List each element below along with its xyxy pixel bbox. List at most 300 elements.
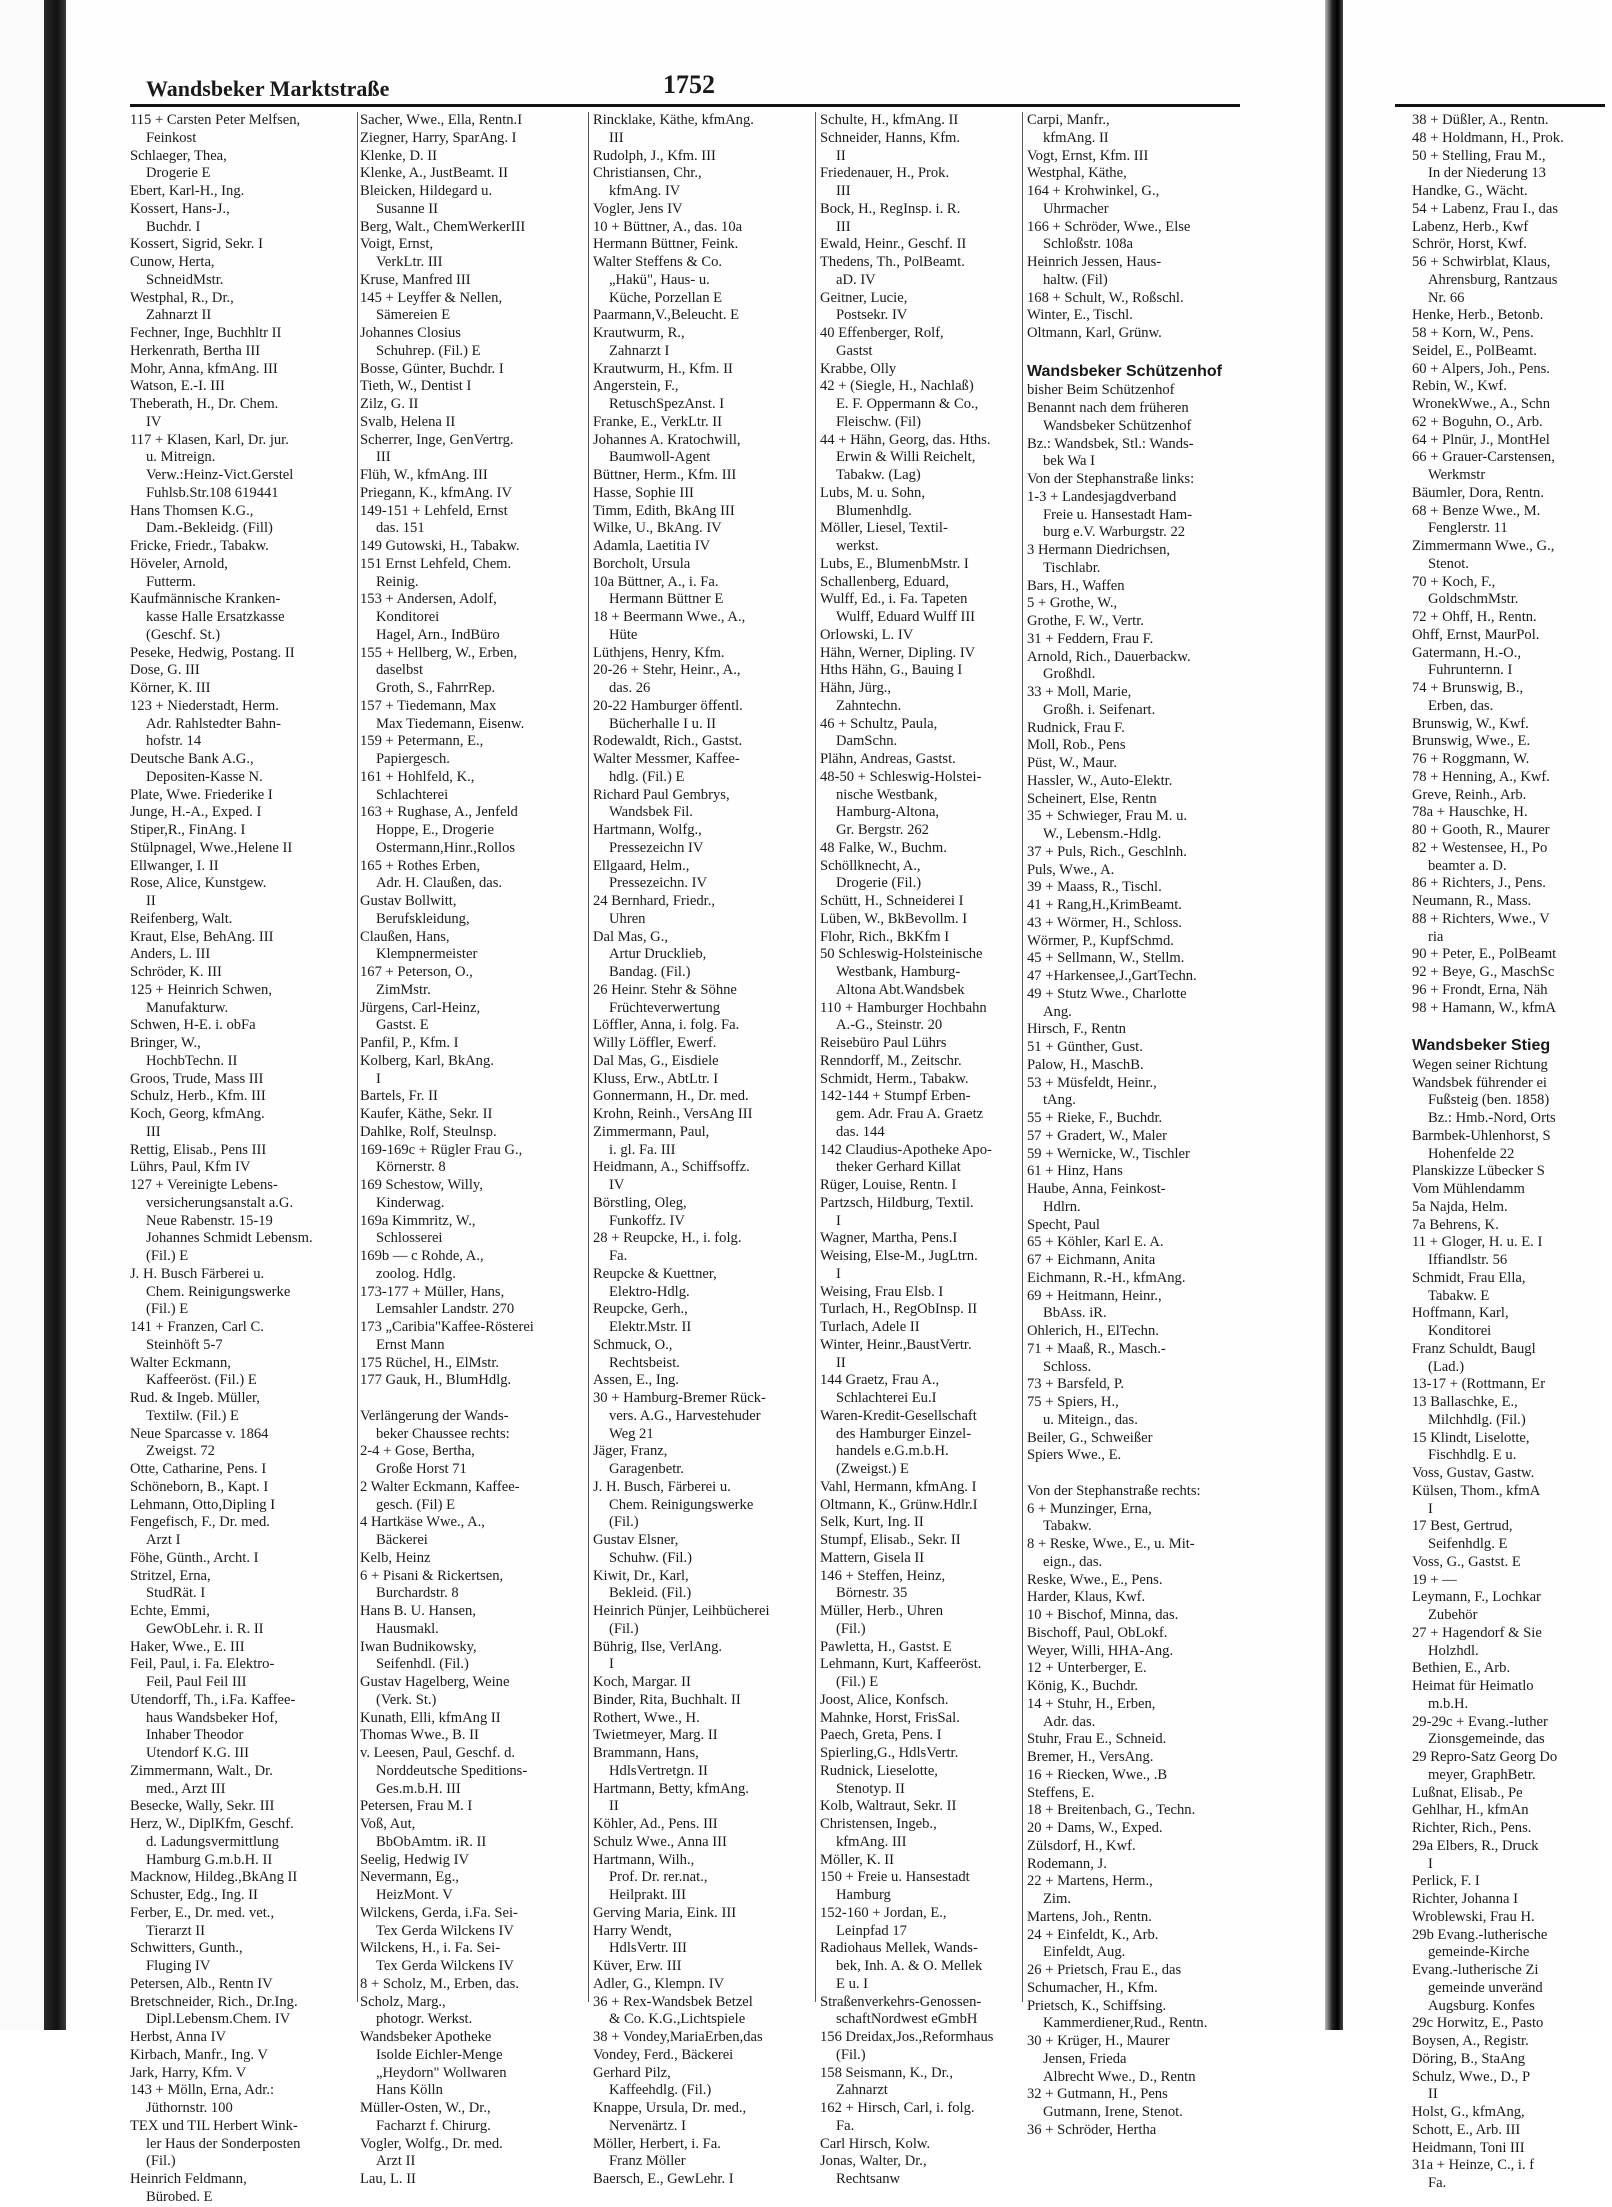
directory-entry: Adler, G., Klempn. IV xyxy=(593,1975,725,1992)
directory-entry: Büttner, Herm., Kfm. III xyxy=(593,467,737,483)
directory-entry: Vogler, Wolfg., Dr. med. xyxy=(360,2135,503,2152)
directory-entry: Textilw. (Fil.) E xyxy=(146,1407,239,1424)
directory-entry: Tex Gerda Wilckens IV xyxy=(376,1922,514,1939)
directory-entry: eign., das. xyxy=(1043,1553,1103,1570)
directory-entry: 2-4 + Gose, Bertha, xyxy=(360,1443,475,1460)
directory-entry: Kruse, Manfred III xyxy=(360,271,471,288)
directory-entry: Neue Sparcasse v. 1864 xyxy=(130,1425,269,1442)
directory-entry: Krabbe, Olly xyxy=(820,360,897,377)
directory-entry: TEX und TIL Herbert Wink- xyxy=(130,2117,298,2134)
directory-entry: 45 + Sellmann, W., Stellm. xyxy=(1027,950,1185,967)
directory-entry: Jonas, Walter, Dr., xyxy=(820,2153,927,2170)
directory-entry: Krohn, Reinh., VersAng III xyxy=(593,1106,753,1122)
directory-entry: Hagel, Arn., IndBüro xyxy=(376,626,500,643)
directory-entry: Adamla, Laetitia IV xyxy=(593,538,711,554)
directory-entry: Jürgens, Carl-Heinz, xyxy=(360,999,481,1016)
directory-entry: Bethien, E., Arb. xyxy=(1412,1660,1511,1677)
directory-entry: Jäger, Franz, xyxy=(593,1443,668,1460)
directory-entry: Radiohaus Mellek, Wands- xyxy=(820,1940,978,1957)
directory-entry: Flüh, W., kfmAng. III xyxy=(360,467,488,483)
directory-entry: Möller, Liesel, Textil- xyxy=(820,520,948,537)
directory-entry: Püst, W., Maur. xyxy=(1027,755,1118,771)
directory-entry: Paarmann,V.,Beleucht. E xyxy=(593,307,740,324)
directory-entry: Max Tiedemann, Eisenw. xyxy=(376,715,525,732)
directory-entry: Friedenauer, H., Prok. xyxy=(820,165,950,182)
directory-entry: II xyxy=(836,147,846,164)
directory-entry: Schrör, Horst, Kwf. xyxy=(1412,236,1527,253)
directory-entry: Schöllknecht, A., xyxy=(820,857,921,874)
directory-entry: Reifenberg, Walt. xyxy=(130,910,233,927)
directory-entry: Arnold, Rich., Dauerbackw. xyxy=(1027,648,1191,665)
directory-entry: Plähn, Andreas, Gastst. xyxy=(820,751,956,767)
directory-entry: Tierarzt II xyxy=(146,1922,206,1939)
directory-entry: Wandsbeker Schützenhof xyxy=(1043,417,1192,434)
directory-entry: Schmidt, Frau Ella, xyxy=(1412,1269,1526,1286)
directory-entry: Kaffeeröst. (Fil.) E xyxy=(146,1372,257,1389)
directory-entry: Bars, H., Waffen xyxy=(1027,577,1125,594)
directory-entry: Chem. Reinigungswerke xyxy=(146,1283,291,1300)
directory-entry: Bz.: Wandsbek, Stl.: Wands- xyxy=(1027,435,1194,452)
directory-entry: Watson, E.-I. III xyxy=(130,378,225,395)
directory-entry: Küche, Porzellan E xyxy=(609,289,723,306)
directory-entry: Handke, G., Wächt. xyxy=(1412,183,1528,199)
directory-entry: Voss, G., Gastst. E xyxy=(1412,1553,1521,1570)
directory-entry: HdlsVertr. III xyxy=(609,1940,687,1957)
directory-entry: Timm, Edith, BkAng III xyxy=(593,502,735,519)
directory-entry: Moll, Rob., Pens xyxy=(1027,737,1126,754)
directory-entry: Rettig, Elisab., Pens III xyxy=(130,1141,267,1158)
directory-entry: 156 Dreidax,Jos.,Reformhaus xyxy=(820,2029,994,2045)
directory-entry: Hermann Büttner E xyxy=(609,591,724,608)
directory-entry: Nr. 66 xyxy=(1428,289,1465,306)
directory-entry: Oltmann, Karl, Grünw. xyxy=(1027,325,1162,341)
directory-entry: Richter, Rich., Pens. xyxy=(1412,1820,1532,1836)
directory-entry: 69 + Heitmann, Heinr., xyxy=(1027,1287,1162,1304)
directory-entry: III xyxy=(609,129,624,146)
directory-entry: 3 Hermann Diedrichsen, xyxy=(1027,542,1171,558)
directory-entry: 164 + Krohwinkel, G., xyxy=(1027,183,1160,199)
directory-entry: Lemsahler Landstr. 270 xyxy=(376,1301,515,1318)
directory-entry: 31a + Heinze, C., i. f xyxy=(1412,2157,1535,2174)
directory-entry: Baumwoll-Agent xyxy=(609,449,711,466)
directory-entry: VerkLtr. III xyxy=(376,254,443,270)
directory-entry: Feil, Paul Feil III xyxy=(146,1674,247,1690)
directory-entry: Kaufmännische Kranken- xyxy=(130,591,281,608)
directory-column-4 xyxy=(820,112,1020,2187)
directory-entry: 28 + Reupcke, H., i. folg. xyxy=(593,1230,742,1247)
directory-entry: Papiergesch. xyxy=(376,751,450,767)
directory-entry: 13 Ballaschke, E., xyxy=(1412,1394,1518,1410)
street-heading: Wandsbeker Marktstraße xyxy=(146,76,390,101)
directory-entry: 13-17 + (Rottmann, Er xyxy=(1412,1376,1546,1393)
directory-entry: Hoppe, E., Drogerie xyxy=(376,822,494,838)
spacer xyxy=(1027,1465,1242,1483)
directory-entry: Schütt, H., Schneiderei I xyxy=(820,893,964,909)
directory-entry: Wilckens, H., i. Fa. Sei- xyxy=(360,1940,501,1957)
directory-entry: Feinkost xyxy=(146,129,197,146)
directory-entry: 40 Effenberger, Rolf, xyxy=(820,325,944,341)
directory-entry: Fa. xyxy=(1428,2175,1447,2191)
directory-entry: Köhler, Ad., Pens. III xyxy=(593,1816,718,1832)
directory-entry: Ges.m.b.H. III xyxy=(376,1780,461,1797)
directory-entry: Pressezeichn. IV xyxy=(609,875,708,892)
directory-entry: 153 + Andersen, Adolf, xyxy=(360,591,497,608)
directory-entry: Döring, B., StaAng xyxy=(1412,2050,1526,2067)
directory-entry: Rodewaldt, Rich., Gastst. xyxy=(593,733,743,750)
directory-entry: Freie u. Hansestadt Ham- xyxy=(1043,506,1193,523)
directory-entry: Heilprakt. III xyxy=(609,1887,686,1903)
directory-entry: Müller, Herb., Uhren xyxy=(820,1603,944,1619)
directory-entry: gemeinde unveränd xyxy=(1428,1979,1543,1996)
directory-entry: Gustav Hagelberg, Weine xyxy=(360,1674,510,1690)
directory-entry: Schlaeger, Thea, xyxy=(130,147,227,164)
directory-entry: 161 + Hohlfeld, K., xyxy=(360,768,475,785)
directory-entry: 6 + Munzinger, Erna, xyxy=(1027,1500,1152,1517)
directory-entry: W., Lebensm.-Hdlg. xyxy=(1043,826,1162,842)
directory-entry: Baersch, E., GewLehr. I xyxy=(593,2171,734,2187)
directory-entry: Wroblewski, Frau H. xyxy=(1412,1908,1535,1925)
directory-entry: Heinrich Pünjer, Leihbücherei xyxy=(593,1603,770,1619)
directory-entry: Angerstein, F., xyxy=(593,378,679,395)
directory-entry: 78 + Henning, A., Kwf. xyxy=(1412,768,1550,785)
directory-entry: Börnestr. 35 xyxy=(836,1585,908,1602)
directory-entry: Wulff, Eduard Wulff III xyxy=(836,609,976,625)
directory-entry: Otte, Catharine, Pens. I xyxy=(130,1461,267,1477)
directory-entry: Zahnarzt I xyxy=(609,342,670,359)
directory-entry: 82 + Westensee, H., Po xyxy=(1412,839,1548,856)
directory-entry: Dam.-Bekleidg. (Fill) xyxy=(146,520,273,537)
directory-entry: Dal Mas, G., Eisdiele xyxy=(593,1052,719,1069)
directory-entry: 46 + Schultz, Paula, xyxy=(820,715,938,732)
directory-entry: Fluging IV xyxy=(146,1958,211,1974)
directory-entry: Stenot. xyxy=(1428,555,1469,572)
directory-entry: (Fil.) E xyxy=(146,1248,189,1264)
directory-entry: Ostermann,Hinr.,Rollos xyxy=(376,839,516,856)
directory-entry: Geitner, Lucie, xyxy=(820,289,908,306)
directory-entry: 146 + Steffen, Heinz, xyxy=(820,1567,946,1584)
directory-entry: 2 Walter Eckmann, Kaffee- xyxy=(360,1478,520,1495)
directory-entry: Wandsbeker Apotheke xyxy=(360,2029,492,2045)
directory-entry: Scholz, Marg., xyxy=(360,1993,446,2010)
directory-entry: 49 + Stutz Wwe., Charlotte xyxy=(1027,985,1187,1002)
header-rule-right xyxy=(1395,104,1605,107)
directory-entry: Labenz, Herb., Kwf xyxy=(1412,218,1529,235)
directory-entry: Fricke, Friedr., Tabakw. xyxy=(130,538,269,554)
directory-entry: Arzt II xyxy=(376,2153,416,2170)
directory-entry: 142-144 + Stumpf Erben- xyxy=(820,1088,971,1105)
directory-entry: Richard Paul Gembrys, xyxy=(593,786,730,803)
directory-entry: 29b Evang.-lutherische xyxy=(1412,1926,1548,1943)
directory-entry: Reupcke & Kuettner, xyxy=(593,1265,717,1282)
directory-entry: Stuhr, Frau E., Schneid. xyxy=(1027,1731,1167,1748)
directory-entry: das. 151 xyxy=(376,520,425,537)
directory-entry: Milchhdlg. (Fil.) xyxy=(1428,1411,1526,1428)
directory-entry: Föhe, Günth., Archt. I xyxy=(130,1549,259,1566)
directory-entry: Hans Thomsen K.G., xyxy=(130,502,254,519)
directory-entry: Herkenrath, Bertha III xyxy=(130,342,261,359)
directory-entry: Adr. H. Claußen, das. xyxy=(376,875,503,892)
directory-entry: Weyer, Willi, HHA-Ang. xyxy=(1027,1642,1174,1659)
directory-entry: 125 + Heinrich Schwen, xyxy=(130,981,272,998)
directory-entry: Zionsgemeinde, das xyxy=(1428,1731,1545,1748)
directory-column-1 xyxy=(130,112,356,2205)
directory-entry: (Fil.) xyxy=(609,1620,639,1637)
directory-entry: Rudnick, Frau F. xyxy=(1027,719,1125,736)
directory-entry: Benannt nach dem früheren xyxy=(1027,400,1189,416)
directory-entry: Rose, Alice, Kunstgew. xyxy=(130,875,267,892)
directory-entry: 36 + Rex-Wandsbek Betzel xyxy=(593,1993,753,2010)
directory-entry: u. Mitreign. xyxy=(146,449,216,466)
directory-entry: Rudnick, Lieselotte, xyxy=(820,1762,938,1779)
directory-entry: Wandsbek Fil. xyxy=(609,804,693,821)
directory-entry: 48-50 + Schleswig-Holstei- xyxy=(820,768,982,785)
directory-entry: Barmbek-Uhlenhorst, S xyxy=(1412,1127,1551,1144)
directory-entry: Leinpfad 17 xyxy=(836,1922,907,1939)
section-heading: Wandsbeker Stieg xyxy=(1412,1037,1551,1054)
directory-entry: 144 Graetz, Frau A., xyxy=(820,1372,940,1389)
directory-entry: Reupcke, Gerh., xyxy=(593,1301,688,1318)
directory-entry: J. H. Busch Färberei u. xyxy=(130,1265,265,1282)
directory-entry: Turlach, Adele II xyxy=(820,1319,920,1335)
directory-entry: kfmAng. IV xyxy=(609,183,681,199)
page-margin-left xyxy=(0,0,44,2177)
directory-entry: HochbTechn. II xyxy=(146,1052,238,1069)
directory-entry: Beiler, G., Schweißer xyxy=(1027,1429,1153,1446)
directory-entry: Schlachterei xyxy=(376,786,449,803)
directory-entry: Hasse, Sophie III xyxy=(593,484,694,501)
directory-entry: Haube, Anna, Feinkost- xyxy=(1027,1181,1166,1197)
directory-entry: Voss, Gustav, Gastw. xyxy=(1412,1465,1535,1481)
directory-entry: 65 + Köhler, Karl E. A. xyxy=(1027,1234,1164,1251)
directory-entry: 33 + Moll, Marie, xyxy=(1027,684,1132,700)
directory-entry: Kraut, Else, BehAng. III xyxy=(130,928,274,945)
directory-entry: Kluss, Erw., AbtLtr. I xyxy=(593,1070,719,1087)
directory-entry: 64 + Plnür, J., MontHel xyxy=(1412,431,1550,448)
directory-entry: Walter Messmer, Kaffee- xyxy=(593,751,740,767)
directory-entry: hdlg. (Fil.) E xyxy=(609,768,685,785)
directory-entry: Depositen-Kasse N. xyxy=(146,768,263,785)
directory-column-3 xyxy=(593,112,813,2187)
spacer xyxy=(1412,1017,1612,1035)
spacer xyxy=(1027,343,1242,361)
directory-entry: Hermann Büttner, Feink. xyxy=(593,236,739,253)
directory-entry: 158 Seismann, K., Dr., xyxy=(820,2064,953,2081)
directory-entry: Henke, Herb., Betonb. xyxy=(1412,307,1544,324)
directory-entry: daselbst xyxy=(376,662,424,679)
directory-entry: Kolberg, Karl, BkAng. xyxy=(360,1052,494,1069)
directory-entry: Vogler, Jens IV xyxy=(593,200,683,217)
directory-entry: Herz, W., DiplKfm, Geschf. xyxy=(130,1816,294,1832)
directory-entry: Ang. xyxy=(1043,1003,1072,1020)
directory-entry: Mahnke, Horst, FrisSal. xyxy=(820,1709,960,1726)
directory-entry: Gonnermann, H., Dr. med. xyxy=(593,1088,749,1105)
directory-entry: 66 + Grauer-Carstensen, xyxy=(1412,449,1555,466)
directory-entry: 141 + Franzen, Carl C. xyxy=(130,1319,264,1335)
directory-entry: schaftNordwest eGmbH xyxy=(836,2011,978,2028)
directory-entry: 71 + Maaß, R., Masch.- xyxy=(1027,1340,1166,1357)
directory-entry: Schumacher, H., Kfm. xyxy=(1027,1979,1158,1996)
directory-entry: Burchardstr. 8 xyxy=(376,1585,459,1602)
directory-entry: Schneider, Hanns, Kfm. xyxy=(820,129,961,146)
directory-entry: 29-29c + Evang.-luther xyxy=(1412,1713,1548,1730)
directory-entry: Schulte, H., kfmAng. II xyxy=(820,112,959,128)
directory-entry: Christensen, Ingeb., xyxy=(820,1816,937,1832)
directory-entry: Körner, K. III xyxy=(130,680,211,696)
directory-entry: Brunswig, W., Kwf. xyxy=(1412,715,1529,732)
directory-entry: Rud. & Ingeb. Müller, xyxy=(130,1390,260,1406)
directory-entry: „Heydorn" Wollwaren xyxy=(376,2064,507,2081)
directory-entry: Lußnat, Elisab., Pe xyxy=(1412,1784,1523,1801)
directory-entry: Lührs, Paul, Kfm IV xyxy=(130,1159,251,1176)
directory-entry: Leymann, F., Lochkar xyxy=(1412,1589,1541,1606)
directory-entry: Hamburg xyxy=(836,1887,891,1903)
directory-entry: Christiansen, Chr., xyxy=(593,165,702,182)
directory-entry: Borcholt, Ursula xyxy=(593,555,691,572)
directory-entry: Claußen, Hans, xyxy=(360,928,450,945)
directory-entry: A.-G., Steinstr. 20 xyxy=(836,1017,943,1034)
directory-entry: Willy Löffler, Ewerf. xyxy=(593,1035,717,1051)
directory-entry: Hähn, Jürg., xyxy=(820,680,892,696)
directory-entry: Fa. xyxy=(836,2117,855,2134)
directory-entry: König, K., Buchdr. xyxy=(1027,1678,1139,1694)
directory-entry: 127 + Vereinigte Lebens- xyxy=(130,1177,278,1193)
directory-entry: Ahrensburg, Rantzaus xyxy=(1428,271,1558,288)
directory-entry: Heinrich Jessen, Haus- xyxy=(1027,254,1162,270)
directory-entry: Küver, Erw. III xyxy=(593,1958,682,1974)
directory-entry: 167 + Peterson, O., xyxy=(360,964,473,980)
directory-entry: beker Chaussee rechts: xyxy=(376,1425,510,1442)
directory-entry: 168 + Schult, W., Roßschl. xyxy=(1027,289,1184,306)
directory-entry: Peseke, Hedwig, Postang. II xyxy=(130,644,295,661)
directory-entry: 50 + Stelling, Frau M., xyxy=(1412,147,1546,164)
directory-entry: gesch. (Fil) E xyxy=(376,1496,456,1513)
directory-entry: Selk, Kurt, Ing. II xyxy=(820,1514,924,1531)
directory-entry: Lüben, W., BkBevollm. I xyxy=(820,910,968,927)
directory-entry: Holst, G., kfmAng, xyxy=(1412,2104,1525,2120)
directory-entry: Koch, Georg, kfmAng. xyxy=(130,1106,265,1122)
directory-entry: (Fil.) xyxy=(146,2153,176,2170)
directory-entry: Hdlrn. xyxy=(1043,1198,1081,1215)
directory-entry: Hartmann, Betty, kfmAng. xyxy=(593,1780,749,1797)
directory-entry: med., Arzt III xyxy=(146,1780,226,1797)
directory-entry: Knappe, Ursula, Dr. med., xyxy=(593,2100,747,2116)
directory-entry: 173 „Caribia"Kaffee-Rösterei xyxy=(360,1319,534,1335)
directory-entry: Zimmermann, Paul, xyxy=(593,1123,710,1140)
column-divider xyxy=(1022,112,1023,2002)
directory-entry: 175 Rüchel, H., ElMstr. xyxy=(360,1354,500,1371)
directory-entry: Stiper,R., FinAng. I xyxy=(130,822,246,838)
directory-entry: Hausmakl. xyxy=(376,1620,439,1637)
directory-entry: Rodemann, J. xyxy=(1027,1855,1107,1872)
directory-entry: 29a Elbers, R., Druck xyxy=(1412,1837,1539,1854)
spacer xyxy=(360,1390,585,1408)
directory-entry: meyer, GraphBetr. xyxy=(1428,1766,1536,1783)
directory-entry: GoldschmMstr. xyxy=(1428,591,1519,608)
directory-entry: Börstling, Oleg, xyxy=(593,1194,687,1211)
directory-entry: Utendorff, Th., i.Fa. Kaffee- xyxy=(130,1691,296,1708)
directory-entry: 166 + Schröder, Wwe., Else xyxy=(1027,218,1191,235)
directory-entry: Carl Hirsch, Kolw. xyxy=(820,2135,931,2152)
directory-entry: Iwan Budnikowsky, xyxy=(360,1638,477,1655)
directory-entry: 58 + Korn, W., Pens. xyxy=(1412,325,1534,341)
directory-entry: Norddeutsche Speditions- xyxy=(376,1762,528,1779)
directory-entry: (Fil.) E xyxy=(146,1301,189,1318)
directory-entry: Seifenhdl. (Fil.) xyxy=(376,1656,469,1673)
directory-entry: 54 + Labenz, Frau I., das xyxy=(1412,200,1559,217)
directory-entry: Vogt, Ernst, Kfm. III xyxy=(1027,147,1149,164)
directory-entry: Thedens, Th., PolBeamt. xyxy=(820,254,965,270)
directory-entry: 38 + Vondey,MariaErben,das xyxy=(593,2029,763,2045)
directory-entry: Zahnarzt xyxy=(836,2082,888,2099)
directory-entry: Möller, K. II xyxy=(820,1851,894,1868)
directory-entry: Zimmermann Wwe., G., xyxy=(1412,538,1555,554)
directory-entry: versicherungsanstalt a.G. xyxy=(146,1194,294,1211)
directory-entry: Wulff, Ed., i. Fa. Tapeten xyxy=(820,591,968,608)
directory-entry: Richter, Johanna I xyxy=(1412,1891,1518,1907)
directory-entry: Planskizze Lübecker S xyxy=(1412,1163,1545,1180)
directory-entry: Reisebüro Paul Lührs xyxy=(820,1035,947,1051)
directory-entry: Wagner, Martha, Pens.I xyxy=(820,1230,958,1247)
directory-entry: Hirsch, F., Rentn xyxy=(1027,1021,1126,1038)
directory-entry: Nervenärtz. I xyxy=(609,2117,686,2134)
directory-entry: GewObLehr. i. R. II xyxy=(146,1620,264,1637)
directory-entry: Konditorei xyxy=(1428,1323,1492,1339)
directory-entry: Blumenhdlg. xyxy=(836,502,912,519)
directory-entry: 56 + Schwirblat, Klaus, xyxy=(1412,254,1551,270)
directory-entry: Reske, Wwe., E., Pens. xyxy=(1027,1571,1163,1588)
directory-entry: Zülsdorf, H., Kwf. xyxy=(1027,1837,1136,1854)
column-divider xyxy=(588,112,589,2002)
directory-entry: Großhdl. xyxy=(1043,666,1096,683)
directory-entry: Bandag. (Fil.) xyxy=(609,964,691,980)
directory-entry: Schöneborn, B., Kapt. I xyxy=(130,1478,269,1495)
directory-entry: 61 + Hinz, Hans xyxy=(1027,1163,1123,1180)
directory-entry: Schloßstr. 108a xyxy=(1043,236,1133,253)
directory-entry: Erben, das. xyxy=(1428,697,1494,714)
directory-entry: II xyxy=(836,1354,846,1371)
directory-entry: 43 + Wörmer, H., Schloss. xyxy=(1027,914,1182,931)
directory-entry: Rebin, W., Kwf. xyxy=(1412,378,1507,395)
directory-entry: Rüger, Louise, Rentn. I xyxy=(820,1177,957,1193)
directory-entry: Pawletta, H., Gastst. E xyxy=(820,1638,952,1655)
directory-entry: 42 + (Siegle, H., Nachlaß) xyxy=(820,378,974,395)
directory-entry: 5 + Grothe, W., xyxy=(1027,595,1118,612)
directory-entry: Altona Abt.Wandsbek xyxy=(836,981,965,998)
directory-entry: Westbank, Hamburg- xyxy=(836,964,961,980)
directory-entry: i. gl. Fa. III xyxy=(609,1141,676,1158)
directory-entry: Drogerie E xyxy=(146,165,211,182)
directory-entry: Rothert, Wwe., H. xyxy=(593,1709,700,1726)
directory-entry: Krautwurm, R., xyxy=(593,325,685,341)
directory-entry: 1-3 + Landesjagdverband xyxy=(1027,488,1177,505)
directory-entry: Panfil, P., Kfm. I xyxy=(360,1035,459,1051)
directory-entry: Werkmstr xyxy=(1428,467,1486,483)
directory-entry: Groos, Trude, Mass III xyxy=(130,1070,264,1087)
directory-entry: haus Wandsbeker Hof, xyxy=(146,1709,278,1726)
directory-entry: Westphal, Käthe, xyxy=(1027,165,1127,182)
directory-entry: Lubs, E., BlumenbMstr. I xyxy=(820,555,969,572)
directory-entry: hofstr. 14 xyxy=(146,733,202,750)
directory-entry: Großh. i. Seifenart. xyxy=(1043,701,1156,718)
directory-entry: aD. IV xyxy=(836,271,876,288)
directory-entry: 62 + Boguhn, O., Arb. xyxy=(1412,413,1543,430)
directory-entry: Prof. Dr. rer.nat., xyxy=(609,1869,708,1886)
directory-entry: theker Gerhard Killat xyxy=(836,1159,961,1176)
directory-entry: Hähn, Werner, Dipling. IV xyxy=(820,644,976,661)
directory-entry: Pressezeichn IV xyxy=(609,839,704,856)
directory-entry: Ohlerich, H., ElTechn. xyxy=(1027,1323,1159,1339)
directory-entry: Höveler, Arnold, xyxy=(130,555,228,572)
